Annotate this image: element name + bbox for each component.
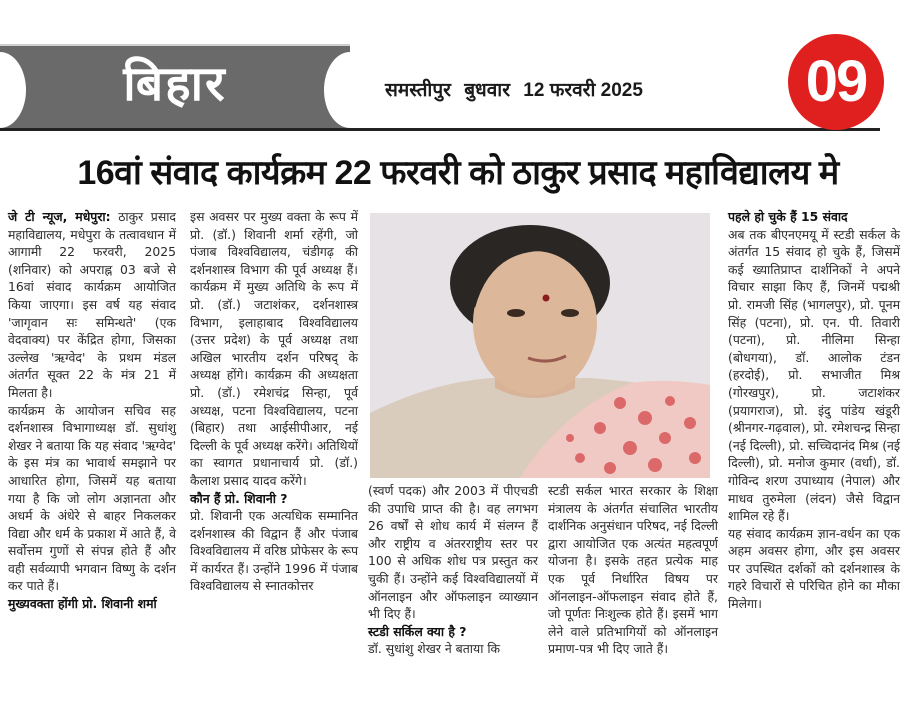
subheading: स्टडी सर्किल क्या है ?: [368, 623, 467, 639]
section-title: बिहार: [123, 56, 227, 112]
column-5: [728, 208, 900, 613]
headline: 16वां संवाद कार्यक्रम 22 फरवरी को ठाकुर प्रसाद महाविद्यालय मे: [77, 154, 839, 192]
page-number-badge: 09: [788, 34, 884, 130]
paragraph: अब तक बीएनएमयू में स्टडी सर्कल के अंतर्गत 15 संवाद हो चुके हैं, जिसमें कई ख्यातिप्राप्त दार्शनिकों ने अपने विचार साझा किए हैं, जिनमें पद्मश्री प्रो. रामजी सिंह (भागलपुर), प्रो. पूनम सिंह (पटना), प्रो. एन. पी. तिवारी (पटना), प्रो. नीलिमा सिन्हा (बोधगया), डॉ. आलोक टंडन (हरदोई), प्रो. सभाजीत मिश्र (गोरखपुर), प्रो. जटाशंकर (प्रयागराज), प्रो. इंदु पांडेय खंडूरी (श्रीनगर-गढ़वाल), प्रो. रमेशचन्द्र सिन्हा (नई दिल्ली), प्रो. सच्चिदानंद मिश्र (नई दिल्ली), प्रो. मनोज कुमार (वर्धा), डॉ. गोविन्द शरण उपाध्याय (नेपाल) और माधव तुरुमेला (लंदन) जैसे विद्वान शामिल रहे हैं।: [728, 226, 900, 524]
column-2: [190, 208, 358, 595]
masthead-rule: [0, 128, 880, 131]
column-4: [548, 482, 718, 658]
paragraph: स्टडी सर्कल भारत सरकार के शिक्षा मंत्रालय के अंतर्गत संचालित भारतीय दार्शनिक अनुसंधान परिषद, नई दिल्ली द्वारा आयोजित एक अत्यंत महत्वपूर्ण योजना है। इसके तहत प्रत्येक माह एक पूर्व निर्धारित विषय पर ऑनलाइन-ऑफलाइन संवाद होते हैं, जो पूर्णतः निःशुल्क होते हैं। इसमें भाग लेने वाले प्रतिभागियों को ऑनलाइन प्रमाण-पत्र भी दिए जाते हैं।: [548, 483, 718, 657]
paragraph: डॉ. सुधांशु शेखर ने बताया कि: [368, 641, 501, 657]
subheading: कौन हैं प्रो. शिवानी ?: [190, 490, 288, 506]
subheading: मुख्यवक्ता होंगी प्रो. शिवानी शर्मा: [8, 596, 157, 612]
column-3: [368, 482, 538, 658]
paragraph: यह संवाद कार्यक्रम ज्ञान-वर्धन का एक अहम अवसर होगा, और इस अवसर पर उपस्थित दर्शकों को दर्शनशास्त्र के गहरे विचारों से परिचित होने का मौका मिलेगा।: [728, 525, 900, 612]
dateline-byline: जे टी न्यूज, मधेपुरा:: [8, 209, 111, 224]
subheading: पहले हो चुके हैं 15 संवाद: [728, 209, 848, 224]
paragraph: इस अवसर पर मुख्य वक्ता के रूप में प्रो. (डॉ.) शिवानी शर्मा रहेंगी, जो पंजाब विश्वविद्यालय, चंडीगढ़ की दर्शनशास्त्र विभाग की पूर्व अध्यक्ष हैं। कार्यक्रम में मुख्य अतिथि के रूप में प्रो. (डॉ.) जटाशंकर, दर्शनशास्त्र विभाग, इलाहाबाद विश्वविद्यालय (उत्तर प्रदेश) के पूर्व अध्यक्ष तथा अखिल भारतीय दर्शन परिषद् के अध्यक्ष होंगे। कार्यक्रम की अध्यक्षता प्रो. (डॉ.) रमेशचंद्र सिन्हा, पूर्व अध्यक्ष, पटना विश्वविद्यालय, पटना (बिहार) तथा आईसीपीआर, नई दिल्ली के पूर्व अध्यक्ष करेंगे। अतिथियों का स्वागत प्रधानाचार्य प्रो. (डॉ.) कैलाश प्रसाद यादव करेंगे।: [190, 209, 358, 488]
paragraph: [8, 208, 176, 402]
paragraph: प्रो. शिवानी एक अत्यधिक सम्मानित दर्शनशास्त्र की विद्वान हैं और पंजाब विश्वविद्यालय में वरिष्ठ प्रोफेसर के रूप में कार्यरत हैं। उन्होंने 1996 में पंजाब विश्वविद्यालय से स्नातकोत्तर: [190, 508, 358, 594]
masthead: [0, 44, 880, 130]
paragraph: कार्यक्रम के आयोजन सचिव सह दर्शनशास्त्र विभागाध्यक्ष डॉ. सुधांशु शेखर ने बताया कि यह संवाद 'ऋग्वेद' के इस मंत्र का भावार्थ समझाने पर आधारित होगा, जिसमें यह बताया गया है कि जो लोग अज्ञानता और अधर्म के अंधेरे से बाहर निकलकर विद्या और धर्म के प्रकाश में आते हैं, वे सर्वोत्तम गुणों से संपन्न होते हैं और वही सर्वव्यापी भगवान विष्णु के दर्शन कर पाते हैं।: [8, 402, 176, 594]
section-band: [0, 44, 350, 130]
portrait-photo: [370, 213, 710, 478]
dateline: [385, 76, 651, 102]
weekday: बुधवार: [464, 80, 510, 101]
paragraph-text: ठाकुर प्रसाद महाविद्यालय, मधेपुरा के तत्वावधान में आगामी 22 फरवरी, 2025 (शनिवार) को अपराह्न 03 बजे से 16वां संवाद कार्यक्रम आयोजित किया जाएगा। इस वर्ष यह संवाद 'जागृवान सः समिन्धते' (एक वेदवाक्य) पर केंद्रित होगा, जिसका उल्लेख 'ऋग्वेद' के प्रथम मंडल अंतर्गत सूक्त 22 के मंत्र 21 में मिलता है।: [8, 209, 176, 400]
paragraph: (स्वर्ण पदक) और 2003 में पीएचडी की उपाधि प्राप्त की है। वह लगभग 26 वर्षों से शोध कार्य में संलग्न हैं और राष्ट्रीय व अंतरराष्ट्रीय स्तर पर 100 से अधिक शोध पत्र प्रस्तुत कर चुकी हैं। उन्होंने कई विश्वविद्यालयों में ऑनलाइन और ऑफलाइन व्याख्यान भी दिए हैं।: [368, 483, 538, 622]
city: समस्तीपुर: [385, 80, 451, 101]
column-1: [8, 208, 176, 613]
date: 12 फरवरी 2025: [523, 80, 643, 101]
portrait-illustration: [370, 213, 710, 478]
